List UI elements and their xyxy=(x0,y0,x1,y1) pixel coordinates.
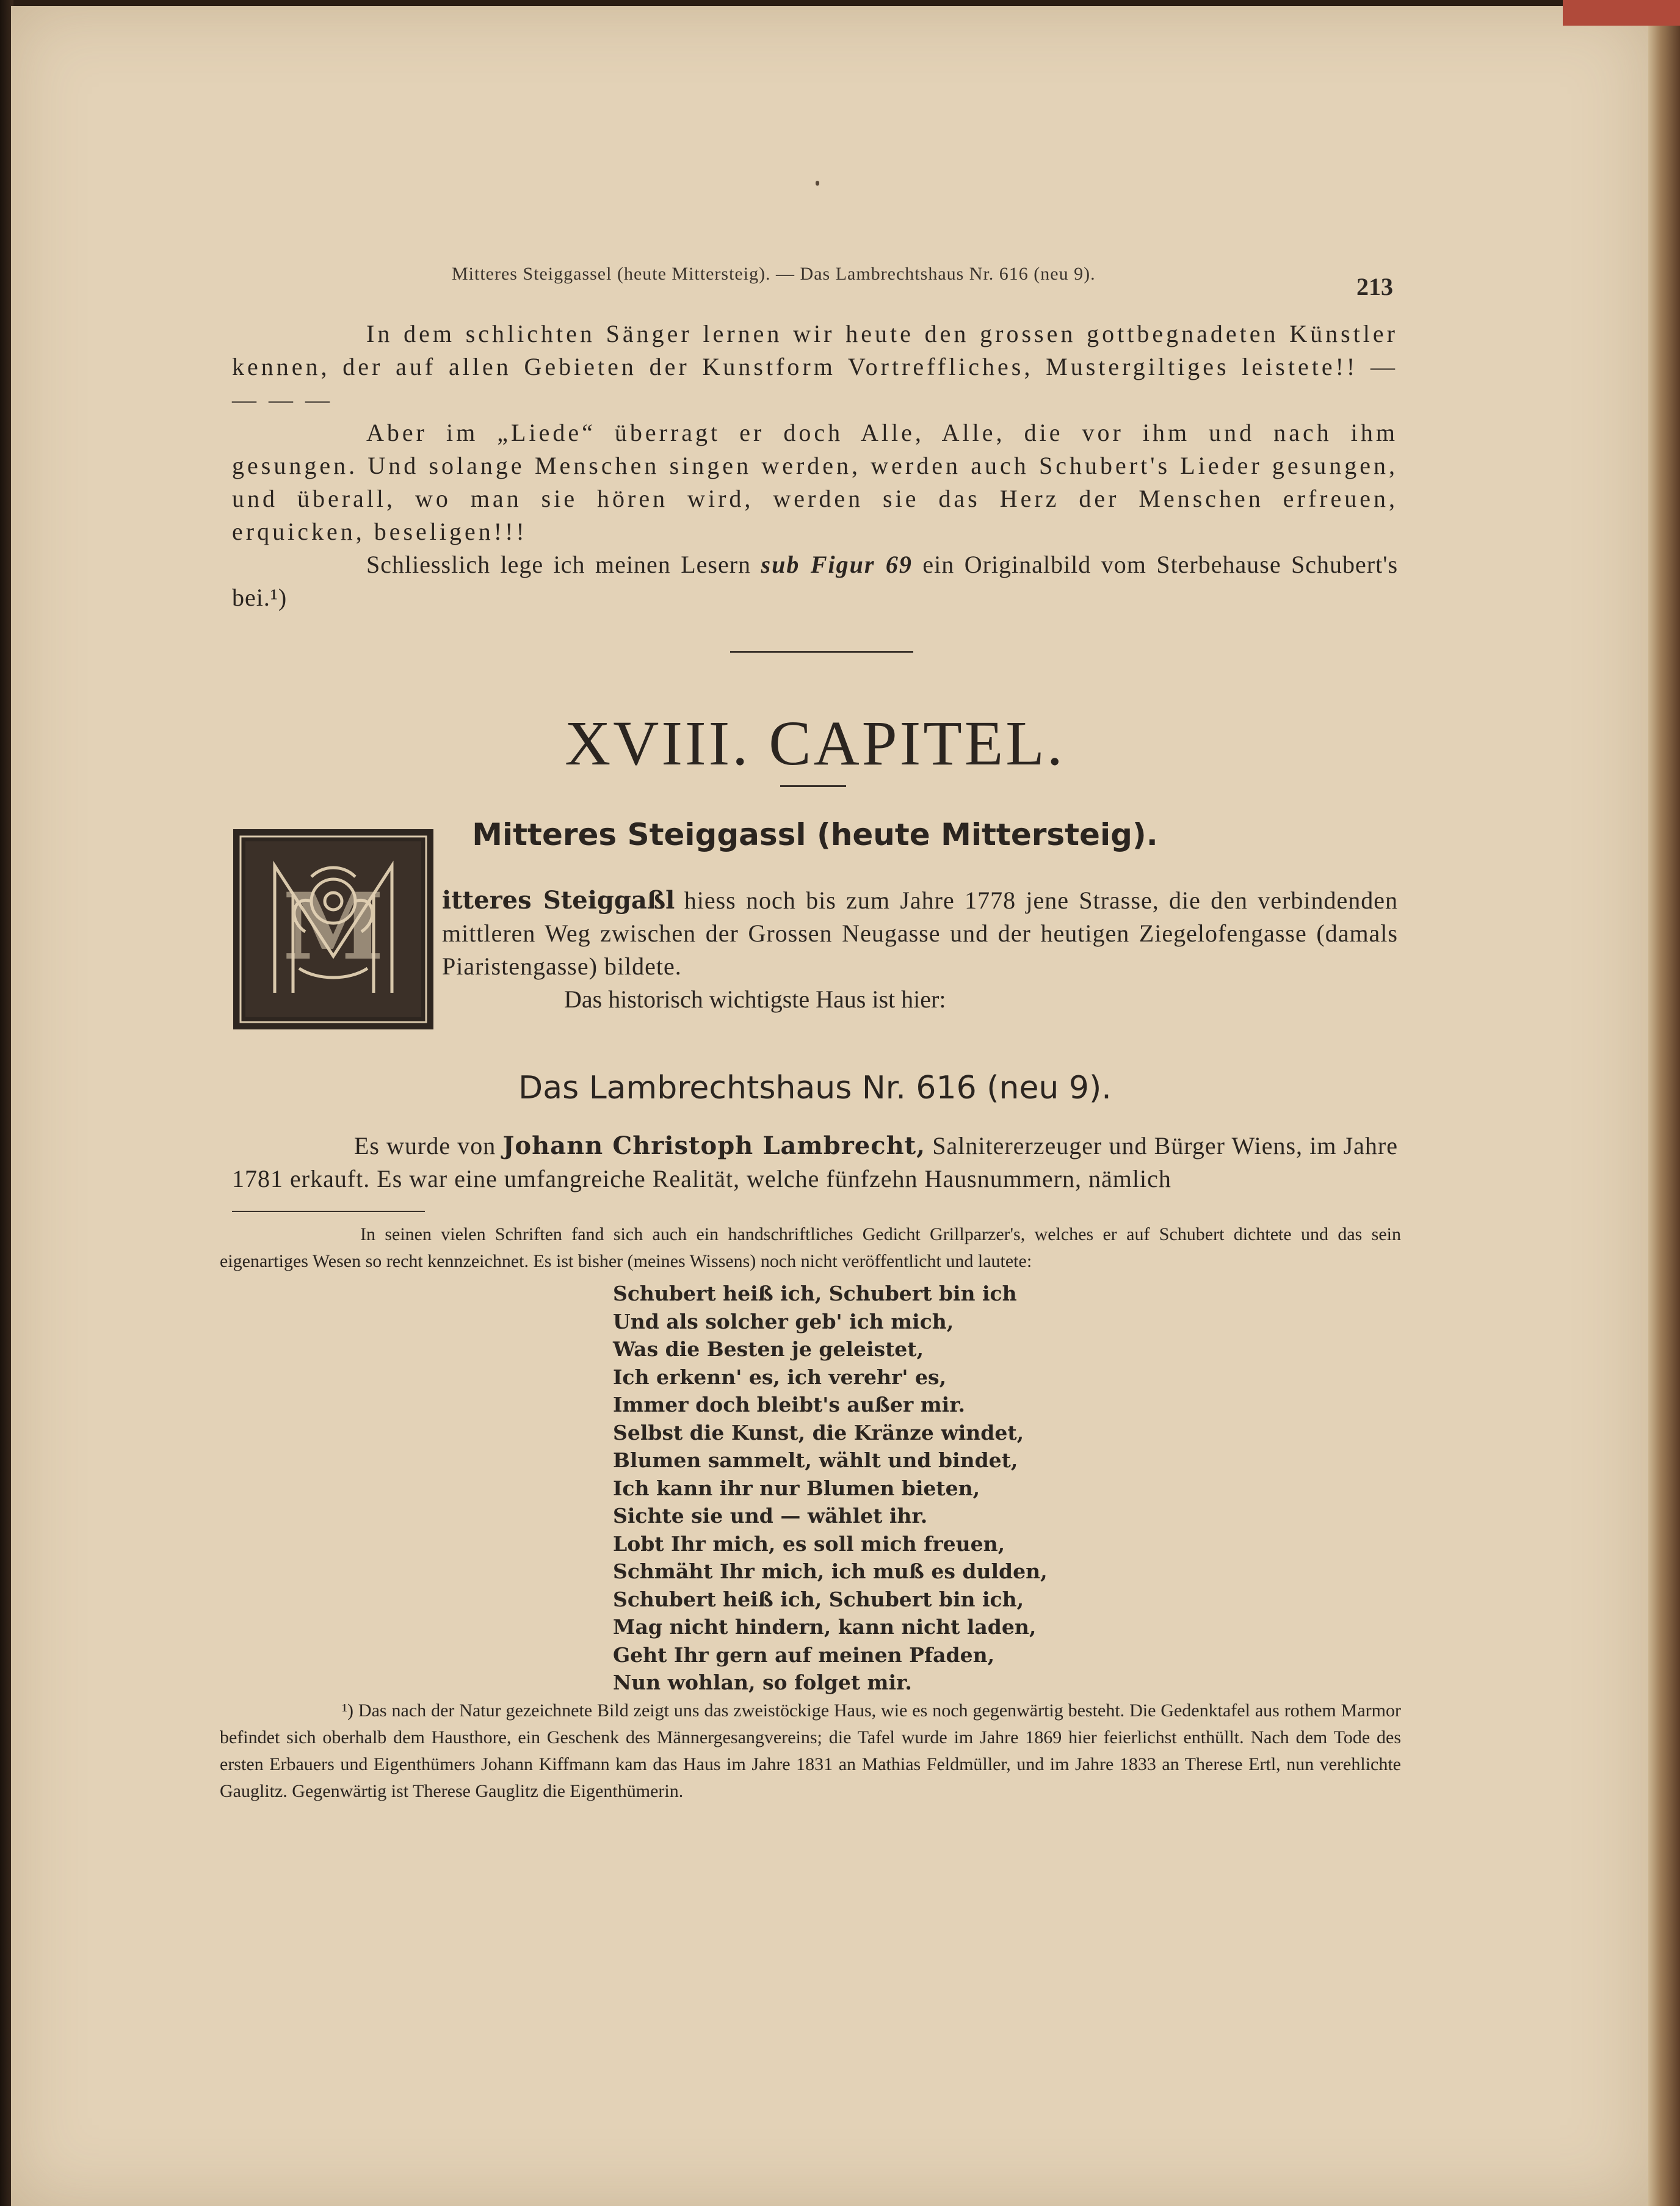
page-edge xyxy=(1648,0,1680,2206)
poem-line: Geht Ihr gern auf meinen Pfaden, xyxy=(613,1642,995,1667)
poem-line: Lobt Ihr mich, es soll mich freuen, xyxy=(613,1531,1005,1556)
house-text: Es wurde von xyxy=(354,1132,496,1159)
chapter-title: XVIII. CAPITEL. xyxy=(565,708,1065,778)
poem-line: Mag nicht hindern, kann nicht laden, xyxy=(613,1615,1037,1639)
intro-second-line: Das historisch wichtigste Haus ist hier: xyxy=(564,985,946,1013)
house-paragraph xyxy=(232,1130,1398,1196)
figure-reference: sub Figur 69 xyxy=(761,551,913,578)
closing-text-end: ein Originalbild vom Sterbehause Schubert's bei.¹) xyxy=(232,551,1399,611)
closing-text: Schliesslich lege ich meinen Lesern xyxy=(366,551,751,578)
owner-name: Johann Christoph Lambrecht, xyxy=(502,1131,926,1160)
poem-line: Ich kann ihr nur Blumen bieten, xyxy=(613,1476,980,1500)
poem-line: Schmäht Ihr mich, ich muß es dulden, xyxy=(613,1559,1048,1583)
bookmark-ribbon xyxy=(1563,0,1680,26)
intro-text: hiess noch bis zum Jahre 1778 jene Strasse, die den verbindenden mittleren Weg zwischen der Grossen Neugasse und der heutigen Ziegelofengasse (damals Piaristengasse) bildete. xyxy=(442,887,1399,980)
running-head: Mitteres Steiggassel (heute Mittersteig). — Das Lambrechtshaus Nr. 616 (neu 9). xyxy=(452,264,1096,284)
footnote-main: ¹) Das nach der Natur gezeichnete Bild zeigt uns das zweistöckige Haus, wie es noch gegenwärtig besteht. Die Gedenktafel aus rothem Marmor befindet sich oberhalb dem Hausthore, ein Geschenk des Männergesangvereins; die Tafel wurde im Jahre 1869 hier feierlichst enthüllt. Nach dem Tode des ersten Erbauers und Eigenthümers Johann Kiffmann kam das Haus im Jahre 1831 an Mathias Feldmüller, und im Jahre 1833 an Therese Ertl, nun verehlichte Gauglitz. Gegenwärtig ist Therese Gauglitz die Eigenthümerin. xyxy=(220,1700,1401,1801)
house-text-end: Salnitererzeuger und Bürger Wiens, im Jahre 1781 erkauft. Es war eine umfangreiche Realität, welche fünfzehn Hausnummern, nämlich xyxy=(232,1132,1398,1192)
page-number: 213 xyxy=(1356,273,1393,300)
chapter-intro xyxy=(442,884,1398,1016)
poem-line: Schubert heiß ich, Schubert bin ich xyxy=(613,1282,1017,1305)
house-title: Das Lambrechtshaus Nr. 616 (neu 9). xyxy=(518,1070,1112,1106)
section-divider xyxy=(730,651,913,653)
poem-line: Selbst die Kunst, die Kränze windet, xyxy=(613,1420,1024,1445)
chapter-underline xyxy=(780,785,846,787)
paragraph: In dem schlichten Sänger lernen wir heute den grossen gottbegnadeten Künstler kennen, der auf allen Gebieten der Kunstform Vortreffliches, Mustergiltiges leistete!! — — — — xyxy=(232,320,1398,413)
poem-line: Immer doch bleibt's außer mir. xyxy=(613,1393,966,1417)
poem-line: Und als solcher geb' ich mich, xyxy=(613,1309,954,1333)
footnote-intro: In seinen vielen Schriften fand sich auch ein handschriftliches Gedicht Grillparzer's, welches er auf Schubert dichtete und das sein eigenartiges Wesen so recht kennzeichnet. Es ist bisher (meines Wissens) noch nicht veröffentlicht und lautete: xyxy=(220,1224,1401,1271)
poem-line: Was die Besten je geleistet, xyxy=(613,1337,924,1361)
intro-section xyxy=(232,317,1398,614)
section-title: Mitteres Steiggassl (heute Mittersteig). xyxy=(472,817,1158,852)
ink-speck xyxy=(816,181,819,186)
ornament-initial-graphic xyxy=(232,828,435,1031)
poem xyxy=(613,1280,1048,1697)
street-name: itteres Steiggaßl xyxy=(442,886,675,915)
poem-line: Nun wohlan, so folget mir. xyxy=(613,1671,912,1694)
closing-paragraph xyxy=(232,548,1398,614)
poem-line: Sichte sie und — wählet ihr. xyxy=(613,1504,928,1528)
footnote-rule xyxy=(232,1211,425,1212)
poem-line: Schubert heiß ich, Schubert bin ich, xyxy=(613,1587,1024,1611)
poem-line: Ich erkenn' es, ich verehr' es, xyxy=(613,1365,947,1389)
paragraph: Aber im „Liede“ überragt er doch Alle, Alle, die vor ihm und nach ihm gesungen. Und solange Menschen singen werden, werden auch Schubert's Lieder gesungen, und überall, wo man sie hören wird, werden sie das Herz der Menschen erfreuen, erquicken, beseligen!!! xyxy=(232,419,1398,545)
decorative-initial xyxy=(232,828,435,1031)
poem-line: Blumen sammelt, wählt und bindet, xyxy=(613,1448,1018,1472)
initial-letter: M xyxy=(282,873,385,981)
